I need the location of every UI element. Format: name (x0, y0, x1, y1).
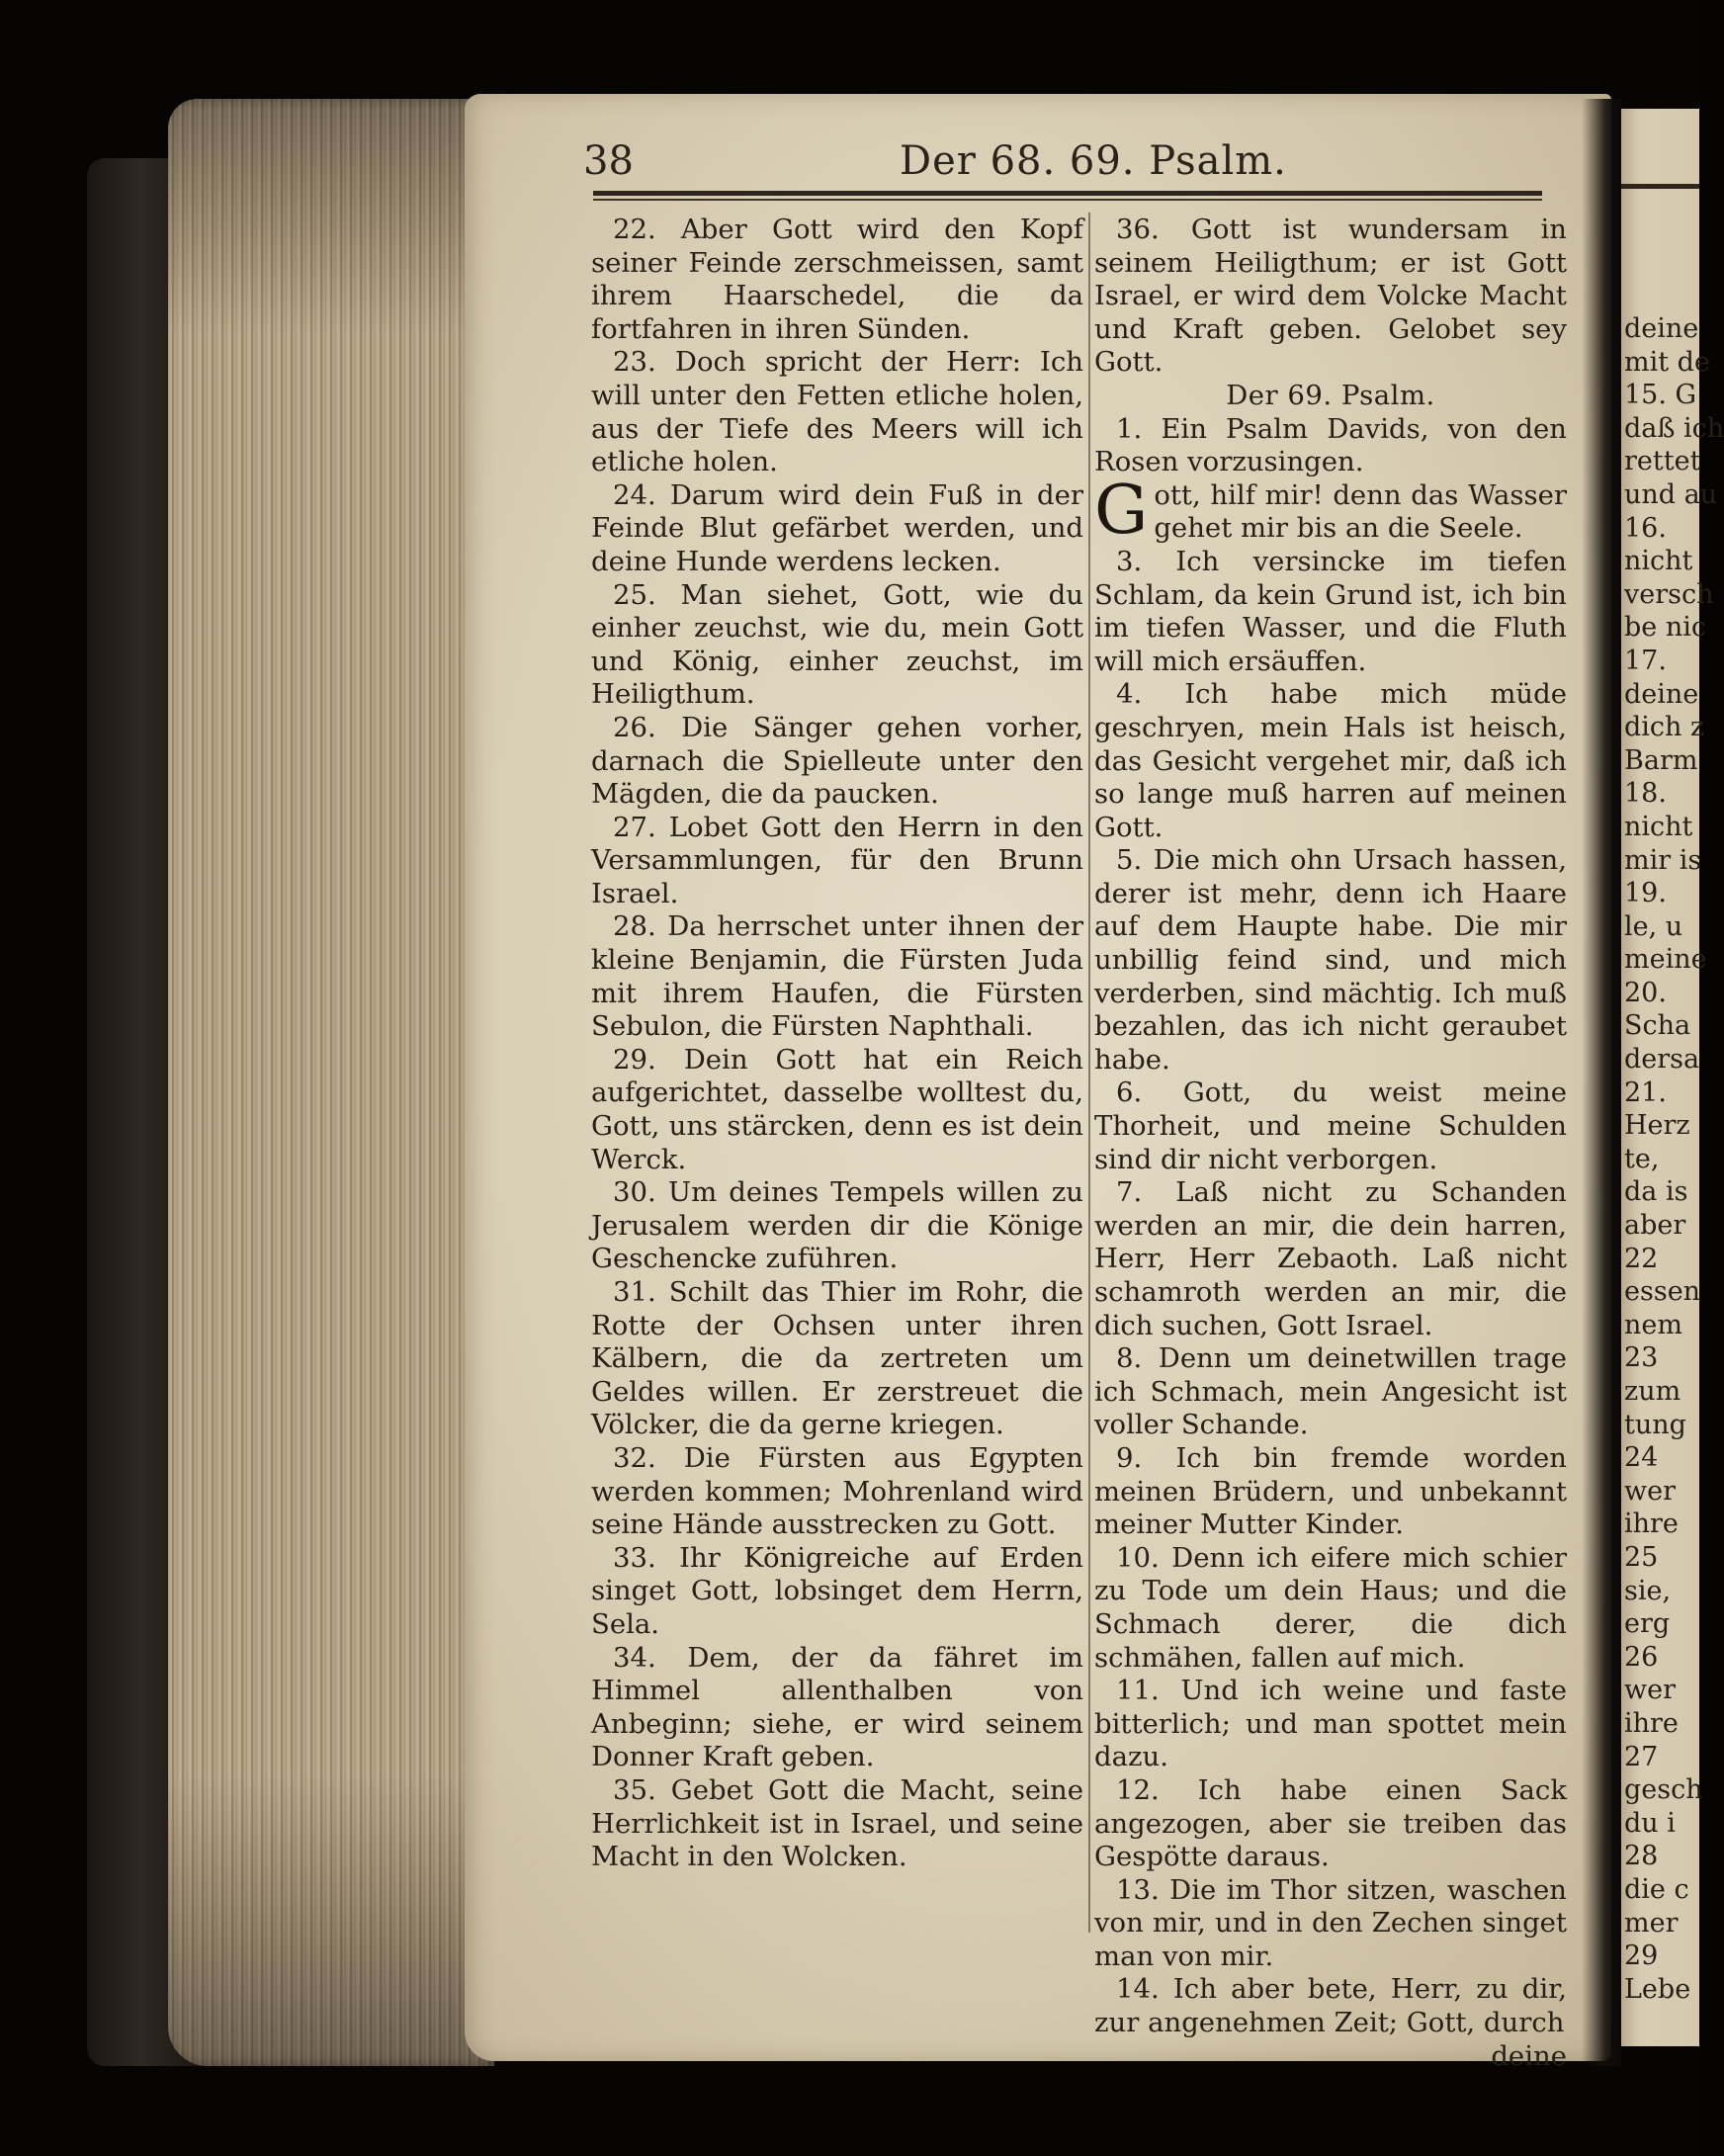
running-title: Der 68. 69. Psalm. (900, 138, 1287, 184)
page-number: 38 (583, 138, 634, 184)
facing-page-line: 23 (1624, 1342, 1659, 1374)
facing-page-line: wer (1624, 1675, 1676, 1706)
verse: 33. Ihr Königreiche auf Erden singet Gott, lobsinget dem Herrn, Sela. (591, 1541, 1083, 1640)
verse: 5. Die mich ohn Ursach hassen, derer ist mehr, denn ich Haare auf dem Haupte habe. Die mir unbillig feind sind, und mich verderben, sind mächtig. Ich muß bezahlen, das ich nicht geraubet habe. (1094, 844, 1567, 1076)
verse: 14. Ich aber bete, Herr, zu dir, zur angenehmen Zeit; Gott, durch (1094, 1973, 1567, 2039)
verse: 29. Dein Gott hat ein Reich aufgerichtet, dasselbe wolltest du, Gott, uns stärcken, denn es ist dein Werck. (591, 1043, 1083, 1175)
facing-page-rule (1621, 184, 1699, 189)
facing-page-line: nicht (1624, 811, 1693, 842)
facing-page-line: versch (1624, 578, 1714, 610)
facing-page-line: mit de (1624, 346, 1710, 378)
right-column (1094, 214, 1567, 2073)
facing-page-line: dich z (1624, 712, 1705, 743)
verse: 13. Die im Thor sitzen, waschen von mir, und in den Zechen singet man von mir. (1094, 1873, 1567, 1972)
facing-page-line: nicht (1624, 546, 1693, 577)
facing-page-line: 21. (1624, 1077, 1667, 1108)
facing-page-line: nem (1624, 1309, 1682, 1340)
facing-page-line: 22 (1624, 1243, 1659, 1274)
psalm-heading: Der 69. Psalm. (1226, 379, 1435, 411)
facing-page-line: daß ich (1624, 412, 1724, 444)
facing-page-line: deine (1624, 313, 1699, 344)
facing-page-line: du i (1624, 1807, 1676, 1839)
facing-page-line: ihre (1624, 1509, 1679, 1540)
verse: 31. Schilt das Thier im Rohr, die Rotte der Ochsen unter ihren Kälbern, die da zertreten um Geldes willen. Er zerstreuet die Völcker, die da gerne kriegen. (591, 1276, 1083, 1441)
psalm-superscription: 1. Ein Psalm Davids, von den Rosen vorzusingen. (1094, 412, 1567, 478)
verse-text: ott, hilf mir! denn das Wasser gehet mir bis an die Seele. (1154, 478, 1567, 545)
column-divider (1088, 213, 1090, 1933)
facing-page-line: rettet (1624, 446, 1701, 477)
verse: 8. Denn um deinetwillen trage ich Schmach, mein Angesicht ist voller Schande. (1094, 1342, 1567, 1441)
facing-page-line: wer (1624, 1475, 1676, 1507)
facing-page-line: dersa (1624, 1044, 1700, 1076)
facing-page-text (1624, 312, 1724, 2006)
facing-page-line: 19. (1624, 878, 1667, 909)
facing-page-line: mir is (1624, 844, 1702, 876)
facing-page-line: le, u (1624, 910, 1683, 942)
facing-page-line: tung (1624, 1409, 1686, 1440)
facing-page-line: 18. (1624, 778, 1667, 810)
header-rule (593, 191, 1542, 196)
verse: 10. Denn ich eifere mich schier zu Tode um dein Haus; und die Schmach derer, die dich schmähen, fallen auf mich. (1094, 1541, 1567, 1674)
verse: 27. Lobet Gott den Herrn in den Versammlungen, für den Brunn Israel. (591, 811, 1083, 909)
verse: 11. Und ich weine und faste bitterlich; und man spottet mein dazu. (1094, 1675, 1567, 1773)
facing-page-line: 29 (1624, 1940, 1659, 1972)
verse: 30. Um deines Tempels willen zu Jerusalem werden dir die Könige Geschencke zuführen. (591, 1176, 1083, 1275)
facing-page-line: 20. (1624, 977, 1667, 1008)
page-edges (168, 99, 494, 2066)
left-column (591, 214, 1083, 1874)
verse: 32. Die Fürsten aus Egypten werden kommen; Mohrenland wird seine Hände ausstrecken zu Gott. (591, 1441, 1083, 1541)
verse: 9. Ich bin fremde worden meinen Brüdern, und unbekannt meiner Mutter Kinder. (1094, 1441, 1567, 1541)
facing-page-line: 17. (1624, 645, 1667, 676)
verse: 3. Ich versincke im tiefen Schlam, da kein Grund ist, ich bin im tiefen Wasser, und die Fluth will mich ersäuffen. (1094, 545, 1567, 677)
verse: 34. Dem, der da fähret im Himmel allenthalben von Anbeginn; siehe, er wird seinem Donner Kraft geben. (591, 1641, 1083, 1773)
catchword: deine (1491, 2039, 1567, 2072)
facing-page-line: 26 (1624, 1641, 1659, 1673)
facing-page-line: da is (1624, 1176, 1688, 1208)
facing-page-line: 16. (1624, 512, 1667, 544)
facing-page-line: zum (1624, 1376, 1681, 1407)
verse: 12. Ich habe einen Sack angezogen, aber sie treiben das Gespötte daraus. (1094, 1773, 1567, 1873)
verse: 6. Gott, du weist meine Thorheit, und meine Schulden sind dir nicht verborgen. (1094, 1077, 1567, 1175)
facing-page-line: die c (1624, 1873, 1689, 1905)
facing-page-line: Lebe (1624, 1973, 1691, 2005)
verse: 23. Doch spricht der Herr: Ich will unter den Fetten etliche holen, aus der Tiefe des Meers will ich etliche holen. (591, 346, 1083, 478)
verse: 25. Man siehet, Gott, wie du einher zeuchst, wie du, mein Gott und König, einher zeuchst, im Heiligthum. (591, 578, 1083, 711)
facing-page-line: ihre (1624, 1707, 1679, 1739)
facing-page-line: 24 (1624, 1442, 1659, 1474)
facing-page-line: 15. G (1624, 380, 1697, 411)
verse: 36. Gott ist wundersam in seinem Heiligthum; er ist Gott Israel, er wird dem Volcke Macht und Kraft geben. Gelobet sey Gott. (1094, 214, 1567, 379)
verse: 35. Gebet Gott die Macht, seine Herrlichkeit ist in Israel, und seine Macht in den Wolcken. (591, 1773, 1083, 1873)
header-rule-thin (593, 199, 1542, 201)
facing-page-line: mer (1624, 1907, 1679, 1939)
verse: 28. Da herrschet unter ihnen der kleine Benjamin, die Fürsten Juda mit ihrem Haufen, die Fürsten Sebulon, die Fürsten Naphthali. (591, 910, 1083, 1043)
running-head (583, 138, 1562, 198)
page-gutter (1582, 99, 1621, 2066)
facing-page-line: erg (1624, 1608, 1671, 1640)
facing-page-line: deine (1624, 678, 1699, 710)
facing-page-line: meine (1624, 944, 1707, 976)
facing-page-line: Scha (1624, 1010, 1691, 1042)
facing-page-line: 27 (1624, 1741, 1659, 1772)
facing-page-line: 28 (1624, 1841, 1659, 1872)
facing-page-line: essen (1624, 1276, 1701, 1308)
facing-page-line: be nic (1624, 612, 1706, 644)
facing-page-line: gesch (1624, 1774, 1703, 1806)
drop-cap-initial: G (1094, 471, 1149, 550)
facing-page-line: te, (1624, 1143, 1660, 1174)
facing-page-line: 25 (1624, 1541, 1659, 1573)
facing-page-fragment (1621, 109, 1724, 2046)
verse: 4. Ich habe mich müde geschryen, mein Hals ist heisch, das Gesicht vergehet mir, daß ich so lange muß harren auf meinen Gott. (1094, 678, 1567, 843)
verse: 26. Die Sänger gehen vorher, darnach die Spielleute unter den Mägden, die da paucken. (591, 711, 1083, 811)
facing-page-line: aber (1624, 1210, 1686, 1242)
verse-with-initial (1094, 471, 1567, 550)
facing-page-line: Barm (1624, 744, 1698, 776)
facing-page-line: Herz (1624, 1110, 1690, 1142)
verse: 22. Aber Gott wird den Kopf seiner Feinde zerschmeissen, samt ihrem Haarschedel, die da fortfahren in ihren Sünden. (591, 214, 1083, 345)
facing-page-line: sie, (1624, 1575, 1672, 1606)
verse: 24. Darum wird dein Fuß in der Feinde Blut gefärbet werden, und deine Hunde werdens lecken. (591, 478, 1083, 577)
verse: 7. Laß nicht zu Schanden werden an mir, die dein harren, Herr, Herr Zebaoth. Laß nicht schamroth werden an mir, die dich suchen, Gott Israel. (1094, 1176, 1567, 1341)
facing-page-line: und au (1624, 478, 1718, 510)
